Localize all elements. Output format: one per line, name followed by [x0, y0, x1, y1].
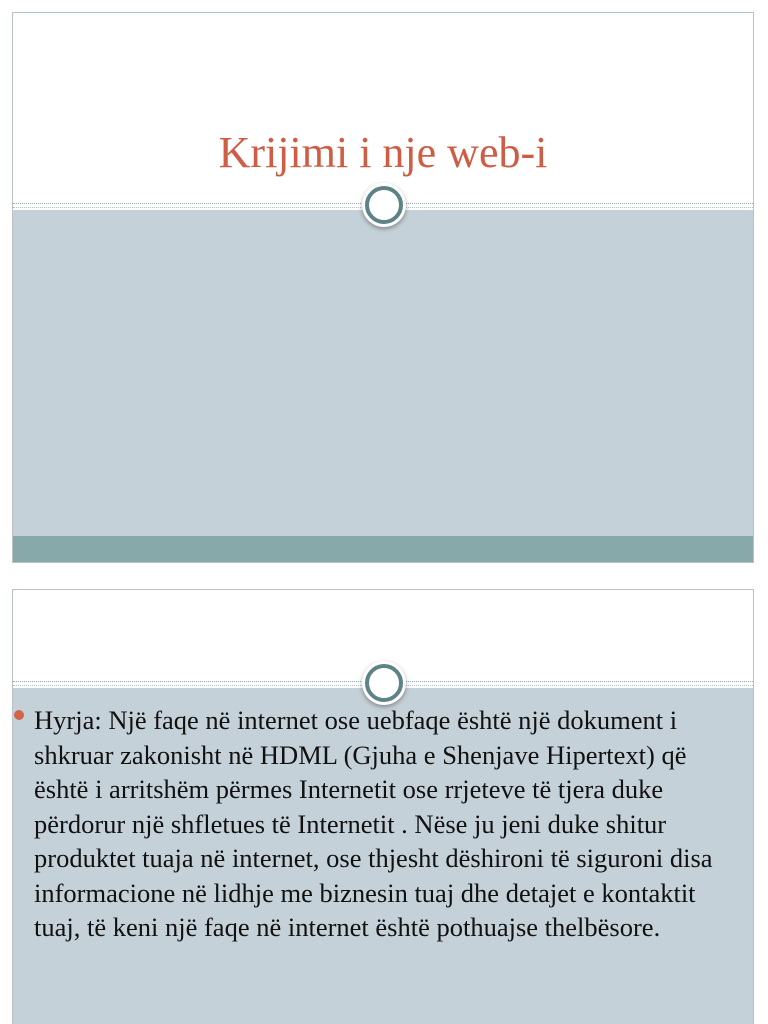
title-slide [12, 12, 754, 563]
bullet-icon [14, 710, 24, 720]
circle-ornament-icon [365, 664, 403, 702]
body-paragraph: Hyrja: Një faqe në internet ose uebfaqe është një dokument i shkruar zakonisht në HDML (Gjuha e Shenjave Hipertext) që është i arritshëm përmes Internetit ose rrjeteve të tjera duke përdorur një shfletues të Internetit . Nëse ju jeni duke shitur produktet tuaja në internet, ose thjesht dëshironi të siguroni disa informacione në lidhje me biznesin tuaj dhe detajet e kontaktit tuaj, të keni një faqe në internet është pothuajse thelbësore. [34, 705, 713, 942]
content-slide [12, 589, 754, 1024]
circle-ornament-icon [365, 186, 403, 224]
footer-band [13, 536, 753, 562]
content-band [13, 210, 753, 536]
slide-title: Krijimi i nje web-i [218, 128, 548, 177]
